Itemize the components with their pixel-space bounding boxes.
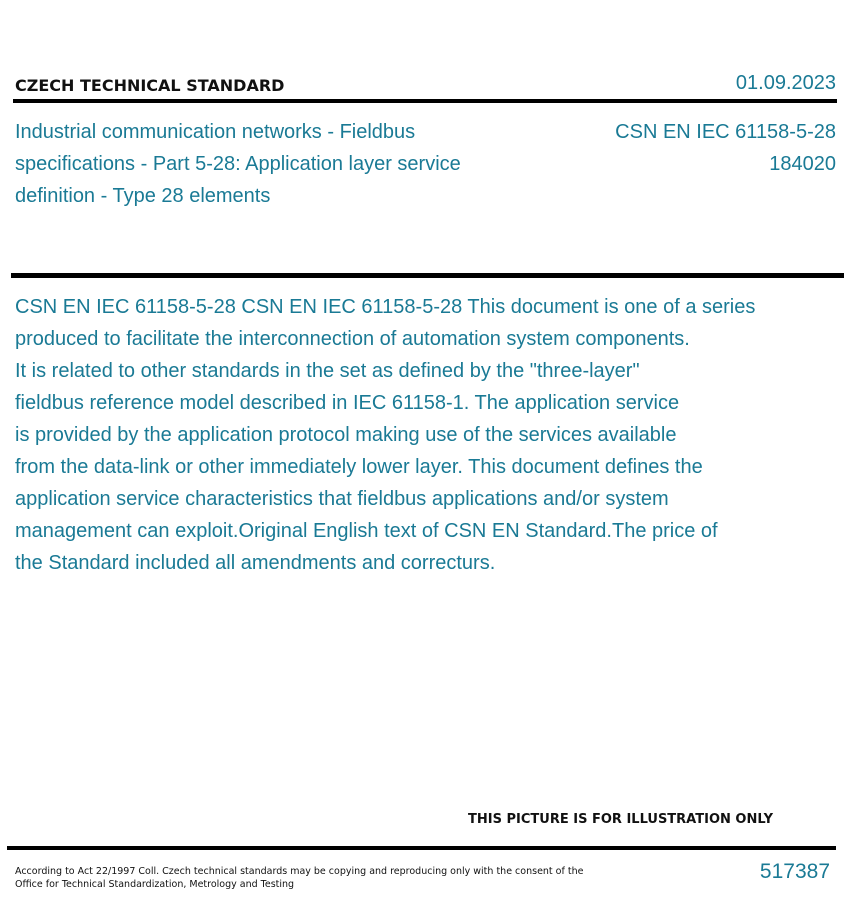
legal-notice: According to Act 22/1997 Coll. Czech technical standards may be copying and reproducing only with the consent of the Office for Technical Standardization, Metrology and Testing	[15, 866, 584, 890]
document-id: 517387	[759, 860, 830, 883]
footer-divider	[7, 846, 836, 850]
standard-title: Industrial communication networks - Fieldbus specifications - Part 5-28: Application layer service definition - Type 28 elements	[15, 121, 461, 207]
document-category-label: CZECH TECHNICAL STANDARD	[15, 76, 285, 95]
classification-code: 184020	[769, 153, 836, 175]
standard-identifier-block	[615, 116, 836, 180]
title-divider	[11, 273, 844, 278]
standard-description: CSN EN IEC 61158-5-28 CSN EN IEC 61158-5-28 This document is one of a series produced to facilitate the interconnection of automation system components. It is related to other standards in the set as defined by the "three-layer" fieldbus reference model described in IEC 61158-1. The application service is provided by the application protocol making use of the services available from the data-link or other immediately lower layer. This document defines the application service characteristics that fieldbus applications and/or system management can exploit.Original English text of CSN EN Standard.The price of the Standard included all amendments and correcturs.	[15, 296, 756, 574]
header-divider	[13, 99, 837, 103]
illustration-disclaimer: THIS PICTURE IS FOR ILLUSTRATION ONLY	[468, 812, 773, 827]
standard-number: CSN EN IEC 61158-5-28	[615, 121, 836, 143]
publication-date: 01.09.2023	[735, 72, 836, 94]
